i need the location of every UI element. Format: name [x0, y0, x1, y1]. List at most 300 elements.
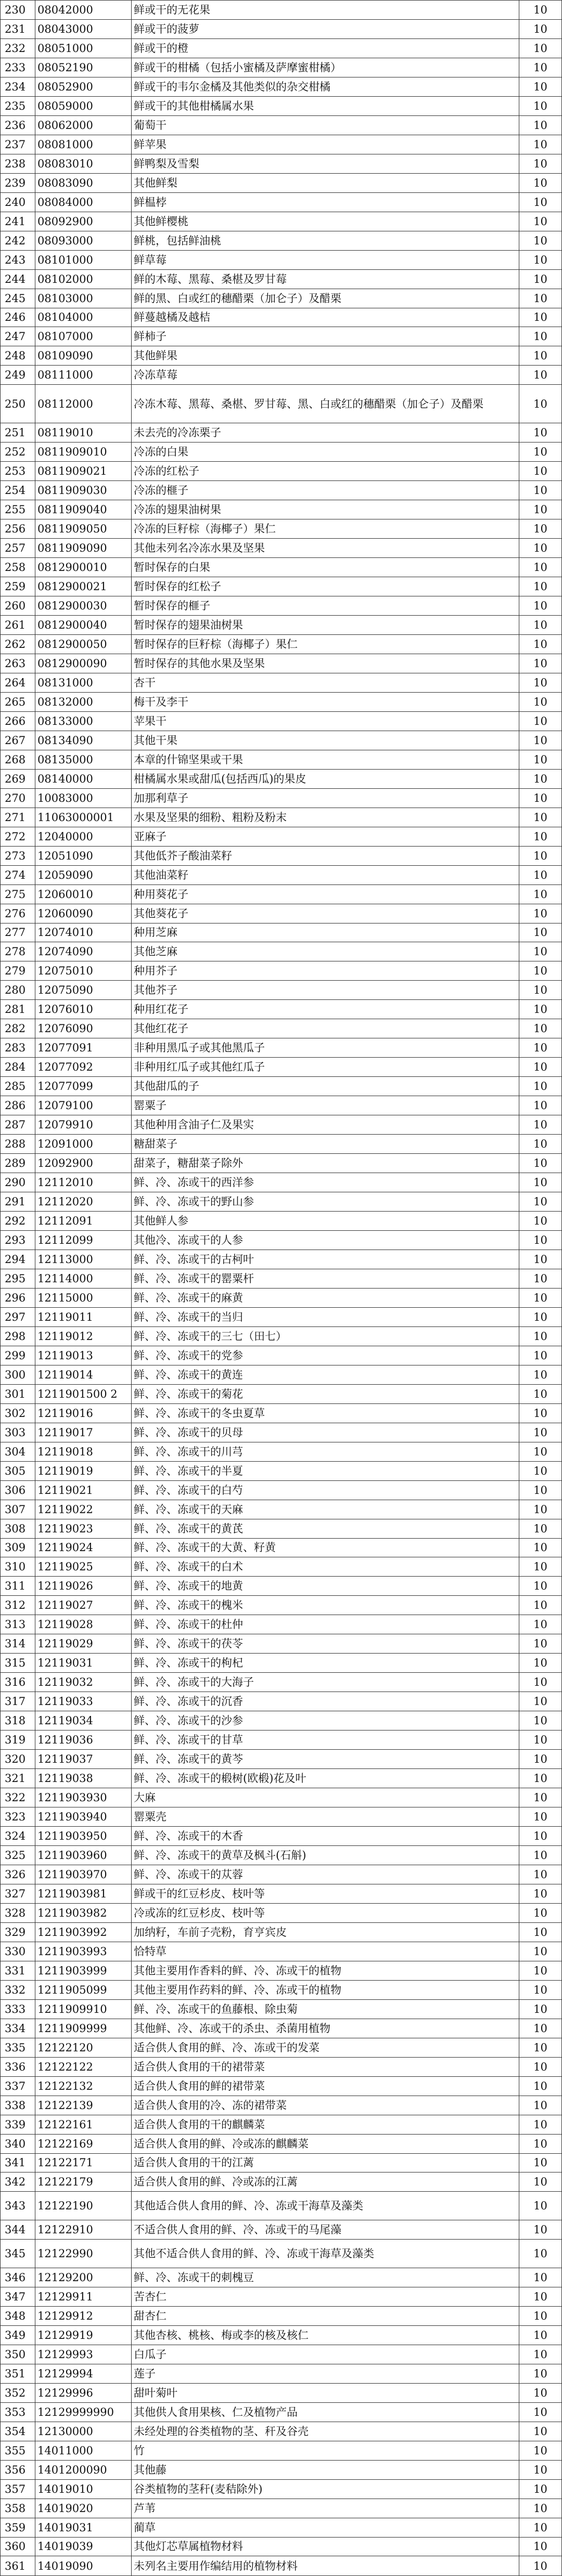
- table-row: [1, 2479, 562, 2499]
- commodity-name: 鲜、冷、冻或干的地黄: [132, 1577, 519, 1596]
- table-row: [1, 1442, 562, 1461]
- table-row: [1, 327, 562, 346]
- commodity-name: 白瓜子: [132, 2345, 519, 2364]
- commodity-name: 适合供人食用的鲜的裙带菜: [132, 2076, 519, 2096]
- commodity-name: 鲜、冷、冻或干的大黄、籽黄: [132, 1538, 519, 1557]
- tax-rate: 10: [519, 135, 562, 154]
- commodity-code: 12122990: [35, 2240, 132, 2268]
- row-number: 250: [1, 385, 35, 423]
- commodity-code: 12119017: [35, 1423, 132, 1442]
- commodity-code: 12075010: [35, 961, 132, 981]
- table-row: [1, 827, 562, 846]
- commodity-name: 鲜、冷、冻或干的麻黄: [132, 1288, 519, 1307]
- commodity-name: 冷冻草莓: [132, 366, 519, 385]
- row-number: 299: [1, 1346, 35, 1365]
- tax-rate: 10: [519, 1307, 562, 1326]
- tax-rate: 10: [519, 96, 562, 115]
- tax-rate: 10: [519, 1326, 562, 1346]
- commodity-code: 14019031: [35, 2518, 132, 2537]
- table-row: [1, 769, 562, 788]
- table-row: [1, 750, 562, 769]
- row-number: 278: [1, 942, 35, 961]
- tax-rate: 10: [519, 1519, 562, 1538]
- row-number: 239: [1, 173, 35, 192]
- table-row: [1, 1250, 562, 1269]
- row-number: 360: [1, 2537, 35, 2556]
- tax-rate: 10: [519, 1, 562, 20]
- table-row: [1, 2172, 562, 2192]
- commodity-code: 10083000: [35, 788, 132, 808]
- row-number: 274: [1, 865, 35, 884]
- commodity-code: 08084000: [35, 192, 132, 212]
- row-number: 315: [1, 1654, 35, 1673]
- table-row: [1, 519, 562, 539]
- tax-rate: 10: [519, 827, 562, 846]
- row-number: 292: [1, 1212, 35, 1231]
- commodity-name: 苹果干: [132, 711, 519, 731]
- commodity-code: 08135000: [35, 750, 132, 769]
- table-row: [1, 462, 562, 481]
- tax-rate: 10: [519, 2115, 562, 2134]
- commodity-code: 08042000: [35, 1, 132, 20]
- commodity-code: 12122122: [35, 2057, 132, 2076]
- row-number: 322: [1, 1788, 35, 1807]
- row-number: 236: [1, 115, 35, 135]
- commodity-code: 12112091: [35, 1212, 132, 1231]
- table-row: [1, 2220, 562, 2240]
- row-number: 260: [1, 596, 35, 616]
- commodity-code: 12119032: [35, 1673, 132, 1692]
- row-number: 300: [1, 1365, 35, 1384]
- commodity-code: 0811909050: [35, 519, 132, 539]
- table-row: [1, 1615, 562, 1634]
- row-number: 290: [1, 1173, 35, 1192]
- tax-rate: 10: [519, 2345, 562, 2364]
- row-number: 350: [1, 2345, 35, 2364]
- row-number: 321: [1, 1769, 35, 1788]
- tax-rate: 10: [519, 346, 562, 366]
- table-row: [1, 981, 562, 1000]
- tax-rate: 10: [519, 961, 562, 981]
- commodity-code: 1211903950: [35, 1827, 132, 1846]
- table-row: [1, 135, 562, 154]
- commodity-code: 12074010: [35, 923, 132, 942]
- row-number: 357: [1, 2479, 35, 2499]
- commodity-code: 08112000: [35, 385, 132, 423]
- commodity-name: 其他干果: [132, 731, 519, 750]
- commodity-code: 12112099: [35, 1231, 132, 1250]
- row-number: 356: [1, 2460, 35, 2479]
- tax-rate: 10: [519, 2556, 562, 2576]
- commodity-code: 12129200: [35, 2268, 132, 2287]
- table-row: [1, 1577, 562, 1596]
- table-row: [1, 1557, 562, 1577]
- table-row: [1, 2134, 562, 2153]
- commodity-code: 12091000: [35, 1135, 132, 1154]
- row-number: 344: [1, 2220, 35, 2240]
- table-row: [1, 808, 562, 827]
- commodity-name: 适合供人食用的干的裙带菜: [132, 2057, 519, 2076]
- row-number: 359: [1, 2518, 35, 2537]
- row-number: 242: [1, 231, 35, 250]
- commodity-code: 12119023: [35, 1519, 132, 1538]
- tax-rate: 10: [519, 1846, 562, 1865]
- commodity-name: 鲜、冷、冻或干的枸杞: [132, 1654, 519, 1673]
- commodity-code: 12077092: [35, 1058, 132, 1077]
- row-number: 276: [1, 904, 35, 923]
- table-row: [1, 1634, 562, 1654]
- tax-rate: 10: [519, 596, 562, 616]
- commodity-code: 12119024: [35, 1538, 132, 1557]
- table-row: [1, 2364, 562, 2383]
- row-number: 288: [1, 1135, 35, 1154]
- commodity-code: 08133000: [35, 711, 132, 731]
- table-row: [1, 385, 562, 423]
- row-number: 319: [1, 1731, 35, 1750]
- row-number: 324: [1, 1827, 35, 1846]
- tax-rate: 10: [519, 1731, 562, 1750]
- commodity-code: 0811909040: [35, 500, 132, 519]
- commodity-code: 08109090: [35, 346, 132, 366]
- row-number: 249: [1, 366, 35, 385]
- commodity-name: 冷或冻的红豆杉皮、枝叶等: [132, 1903, 519, 1922]
- row-number: 352: [1, 2383, 35, 2402]
- table-row: [1, 1480, 562, 1500]
- commodity-code: 12122139: [35, 2096, 132, 2115]
- commodity-name: 鲜、冷、冻或干的杜仲: [132, 1615, 519, 1634]
- row-number: 327: [1, 1884, 35, 1903]
- row-number: 349: [1, 2325, 35, 2345]
- table-row: [1, 1903, 562, 1922]
- row-number: 338: [1, 2096, 35, 2115]
- table-row: [1, 558, 562, 577]
- table-row: [1, 2518, 562, 2537]
- commodity-code: 12059090: [35, 865, 132, 884]
- tax-rate: 10: [519, 2402, 562, 2422]
- commodity-name: 鲜的黑、白或红的穗醋栗（加仑子）及醋栗: [132, 289, 519, 308]
- table-row: [1, 1519, 562, 1538]
- commodity-code: 12119031: [35, 1654, 132, 1673]
- tax-rate: 10: [519, 2134, 562, 2153]
- commodity-name: 未去壳的冷冻栗子: [132, 423, 519, 443]
- commodity-name: 亚麻子: [132, 827, 519, 846]
- tax-rate: 10: [519, 2422, 562, 2441]
- commodity-name: 暂时保存的红松子: [132, 577, 519, 596]
- commodity-code: 08132000: [35, 692, 132, 711]
- table-row: [1, 654, 562, 673]
- commodity-name: 其他芝麻: [132, 942, 519, 961]
- commodity-code: 12060010: [35, 884, 132, 904]
- table-row: [1, 1269, 562, 1288]
- commodity-name: 其他藤: [132, 2460, 519, 2479]
- row-number: 273: [1, 846, 35, 865]
- tax-rate: 10: [519, 2153, 562, 2172]
- commodity-name: 鲜、冷、冻或干的当归: [132, 1307, 519, 1326]
- commodity-name: 种用芥子: [132, 961, 519, 981]
- commodity-name: 罂粟壳: [132, 1807, 519, 1827]
- commodity-code: 12119026: [35, 1577, 132, 1596]
- tax-rate: 10: [519, 443, 562, 462]
- row-number: 230: [1, 1, 35, 20]
- commodity-name: 鲜、冷、冻或干的黄连: [132, 1365, 519, 1384]
- commodity-name: 鲜、冷、冻或干的天麻: [132, 1500, 519, 1519]
- row-number: 337: [1, 2076, 35, 2096]
- tax-rate: 10: [519, 1557, 562, 1577]
- commodity-code: 12112010: [35, 1173, 132, 1192]
- commodity-name: 非种用黑瓜子或其他黑瓜子: [132, 1038, 519, 1058]
- table-row: [1, 443, 562, 462]
- commodity-code: 12075090: [35, 981, 132, 1000]
- commodity-code: 12119019: [35, 1461, 132, 1480]
- row-number: 298: [1, 1326, 35, 1346]
- table-row: [1, 1077, 562, 1096]
- row-number: 234: [1, 77, 35, 96]
- table-body: [1, 1, 562, 2576]
- commodity-code: 0812900010: [35, 558, 132, 577]
- table-row: [1, 2076, 562, 2096]
- tax-rate: 10: [519, 366, 562, 385]
- commodity-name: 甜菜子，糖甜菜子除外: [132, 1154, 519, 1173]
- row-number: 243: [1, 250, 35, 269]
- tax-rate: 10: [519, 634, 562, 654]
- commodity-code: 0812900040: [35, 616, 132, 635]
- tax-rate: 10: [519, 1596, 562, 1615]
- commodity-name: 其他葵花子: [132, 904, 519, 923]
- tax-rate: 10: [519, 1865, 562, 1884]
- table-row: [1, 2556, 562, 2576]
- table-row: [1, 1865, 562, 1884]
- tax-rate: 10: [519, 808, 562, 827]
- commodity-code: 1211903970: [35, 1865, 132, 1884]
- tax-rate: 10: [519, 539, 562, 558]
- row-number: 275: [1, 884, 35, 904]
- row-number: 354: [1, 2422, 35, 2441]
- row-number: 269: [1, 769, 35, 788]
- table-row: [1, 1538, 562, 1557]
- tax-rate: 10: [519, 173, 562, 192]
- commodity-name: 鲜或干的其他柑橘属水果: [132, 96, 519, 115]
- commodity-code: 14019090: [35, 2556, 132, 2576]
- commodity-name: 未列名主要用作编结用的植物材料: [132, 2556, 519, 2576]
- row-number: 353: [1, 2402, 35, 2422]
- table-row: [1, 1307, 562, 1326]
- table-row: [1, 1346, 562, 1365]
- table-row: [1, 250, 562, 269]
- commodity-name: 杏干: [132, 673, 519, 692]
- commodity-code: 08101000: [35, 250, 132, 269]
- tax-rate: 10: [519, 788, 562, 808]
- commodity-name: 其他适合供人食用的鲜、冷、冻或干海草及藻类: [132, 2192, 519, 2220]
- commodity-name: 冷冻的白果: [132, 443, 519, 462]
- commodity-code: 12129912: [35, 2306, 132, 2325]
- tax-rate: 10: [519, 1903, 562, 1922]
- tax-rate: 10: [519, 1769, 562, 1788]
- row-number: 309: [1, 1538, 35, 1557]
- table-row: [1, 1500, 562, 1519]
- tax-rate: 10: [519, 2518, 562, 2537]
- commodity-name: 暂时保存的其他水果及坚果: [132, 654, 519, 673]
- commodity-name: 种用红花子: [132, 1000, 519, 1019]
- table-row: [1, 2441, 562, 2460]
- table-row: [1, 2115, 562, 2134]
- commodity-name: 其他鲜人参: [132, 1212, 519, 1231]
- tax-rate: 10: [519, 1000, 562, 1019]
- commodity-name: 其他灯芯草属植物材料: [132, 2537, 519, 2556]
- table-row: [1, 2038, 562, 2057]
- tax-rate: 10: [519, 250, 562, 269]
- tax-rate: 10: [519, 1942, 562, 1961]
- commodity-name: 鲜、冷、冻或干的半夏: [132, 1461, 519, 1480]
- tax-rate: 10: [519, 750, 562, 769]
- tax-rate: 10: [519, 654, 562, 673]
- table-row: [1, 2096, 562, 2115]
- tax-rate: 10: [519, 2057, 562, 2076]
- row-number: 318: [1, 1711, 35, 1731]
- commodity-code: 08119010: [35, 423, 132, 443]
- row-number: 311: [1, 1577, 35, 1596]
- commodity-code: 12112020: [35, 1192, 132, 1212]
- table-row: [1, 731, 562, 750]
- table-row: [1, 846, 562, 865]
- row-number: 272: [1, 827, 35, 846]
- tax-rate: 10: [519, 500, 562, 519]
- table-row: [1, 19, 562, 38]
- commodity-name: 种用芝麻: [132, 923, 519, 942]
- commodity-code: 12119022: [35, 1500, 132, 1519]
- row-number: 286: [1, 1096, 35, 1115]
- table-row: [1, 1423, 562, 1442]
- row-number: 341: [1, 2153, 35, 2172]
- tax-rate: 10: [519, 577, 562, 596]
- table-row: [1, 2306, 562, 2325]
- table-row: [1, 2192, 562, 2220]
- commodity-name: 适合供人食用的鲜、冷或冻的麒麟菜: [132, 2134, 519, 2153]
- commodity-name: 梅干及李干: [132, 692, 519, 711]
- table-row: [1, 577, 562, 596]
- tax-rate: 10: [519, 269, 562, 289]
- tax-rate: 10: [519, 673, 562, 692]
- commodity-name: 鲜或干的无花果: [132, 1, 519, 20]
- commodity-code: 12076090: [35, 1019, 132, 1038]
- row-number: 284: [1, 1058, 35, 1077]
- commodity-name: 鲜、冷、冻或干的黄芩: [132, 1750, 519, 1769]
- commodity-code: 08083090: [35, 173, 132, 192]
- table-row: [1, 2240, 562, 2268]
- commodity-name: 鲜或干的菠萝: [132, 19, 519, 38]
- row-number: 348: [1, 2306, 35, 2325]
- row-number: 271: [1, 808, 35, 827]
- commodity-code: 0811909030: [35, 481, 132, 500]
- table-row: [1, 1769, 562, 1788]
- row-number: 248: [1, 346, 35, 366]
- commodity-name: 鲜、冷、冻或干的川芎: [132, 1442, 519, 1461]
- commodity-code: 12122171: [35, 2153, 132, 2172]
- tax-rate: 10: [519, 1038, 562, 1058]
- commodity-code: 12129996: [35, 2383, 132, 2402]
- row-number: 305: [1, 1461, 35, 1480]
- commodity-code: 14019010: [35, 2479, 132, 2499]
- tax-rate: 10: [519, 1673, 562, 1692]
- commodity-name: 葡萄干: [132, 115, 519, 135]
- commodity-code: 08059000: [35, 96, 132, 115]
- row-number: 332: [1, 1980, 35, 1999]
- row-number: 256: [1, 519, 35, 539]
- table-row: [1, 1731, 562, 1750]
- row-number: 339: [1, 2115, 35, 2134]
- table-row: [1, 1403, 562, 1423]
- commodity-code: 12119013: [35, 1346, 132, 1365]
- tax-rate: 10: [519, 19, 562, 38]
- tax-rate: 10: [519, 2240, 562, 2268]
- tax-rate: 10: [519, 692, 562, 711]
- tax-rate: 10: [519, 385, 562, 423]
- commodity-name: 其他甜瓜的子: [132, 1077, 519, 1096]
- tax-rate: 10: [519, 1538, 562, 1557]
- commodity-code: 12129911: [35, 2287, 132, 2306]
- table-row: [1, 366, 562, 385]
- table-row: [1, 865, 562, 884]
- commodity-name: 其他冷、冻或干的人参: [132, 1231, 519, 1250]
- commodity-name: 鲜、冷、冻或干的沙参: [132, 1711, 519, 1731]
- row-number: 335: [1, 2038, 35, 2057]
- tax-rate: 10: [519, 1827, 562, 1846]
- commodity-name: 冷冻的榧子: [132, 481, 519, 500]
- tax-rate: 10: [519, 1692, 562, 1711]
- table-row: [1, 2153, 562, 2172]
- tax-rate: 10: [519, 1961, 562, 1980]
- commodity-code: 08111000: [35, 366, 132, 385]
- row-number: 263: [1, 654, 35, 673]
- table-row: [1, 1231, 562, 1250]
- tax-rate: 10: [519, 1711, 562, 1731]
- commodity-code: 12119038: [35, 1769, 132, 1788]
- commodity-code: 12113000: [35, 1250, 132, 1269]
- table-row: [1, 423, 562, 443]
- tax-rate: 10: [519, 519, 562, 539]
- commodity-name: 适合供人食用的冷、冻的裙带菜: [132, 2096, 519, 2115]
- commodity-code: 12119033: [35, 1692, 132, 1711]
- tax-rate: 10: [519, 884, 562, 904]
- row-number: 279: [1, 961, 35, 981]
- commodity-code: 08102000: [35, 269, 132, 289]
- row-number: 258: [1, 558, 35, 577]
- commodity-code: 12122190: [35, 2192, 132, 2220]
- row-number: 261: [1, 616, 35, 635]
- row-number: 329: [1, 1922, 35, 1942]
- commodity-name: 糖甜菜子: [132, 1135, 519, 1154]
- commodity-name: 水果及坚果的细粉、粗粉及粉末: [132, 808, 519, 827]
- commodity-name: 本章的什锦坚果或干果: [132, 750, 519, 769]
- row-number: 266: [1, 711, 35, 731]
- commodity-name: 冷冻的红松子: [132, 462, 519, 481]
- tax-rate: 10: [519, 2306, 562, 2325]
- commodity-name: 鲜、冷、冻或干的甘草: [132, 1731, 519, 1750]
- commodity-name: 暂时保存的巨籽棕（海椰子）果仁: [132, 634, 519, 654]
- row-number: 347: [1, 2287, 35, 2306]
- row-number: 235: [1, 96, 35, 115]
- row-number: 345: [1, 2240, 35, 2268]
- commodity-code: 12076010: [35, 1000, 132, 1019]
- table-row: [1, 692, 562, 711]
- commodity-code: 12060090: [35, 904, 132, 923]
- commodity-name: 甜叶菊叶: [132, 2383, 519, 2402]
- tax-rate: 10: [519, 2325, 562, 2345]
- commodity-code: 0812900050: [35, 634, 132, 654]
- table-row: [1, 1038, 562, 1058]
- table-row: [1, 961, 562, 981]
- tax-rate: 10: [519, 2019, 562, 2038]
- tax-rate: 10: [519, 1250, 562, 1269]
